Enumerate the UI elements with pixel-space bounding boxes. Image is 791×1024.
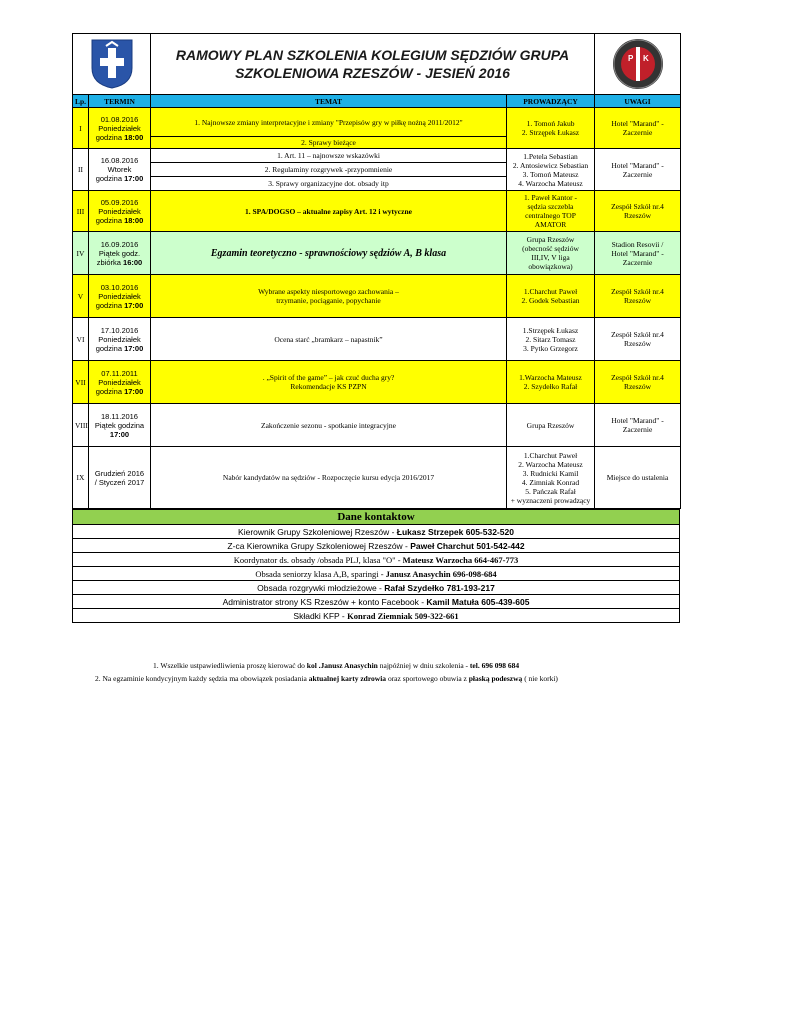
- rzeszow-coat-of-arms-icon: [88, 38, 136, 90]
- row-lp: IV: [73, 232, 89, 275]
- row-termin: 18.11.2016 Piątek godzina 17:00: [89, 404, 151, 447]
- row-topic: Ocena starć „bramkarz – napastnik”: [151, 318, 507, 361]
- row-lp: IX: [73, 447, 89, 509]
- row-topic: Egzamin teoretyczno - sprawnościowy sędziów A, B klasa: [151, 232, 507, 275]
- col-termin: TERMIN: [89, 95, 151, 108]
- page-title-line1: RAMOWY PLAN SZKOLENIA KOLEGIUM SĘDZIÓW GRUPA: [175, 47, 570, 63]
- row-notes: Hotel "Marand" - Zaczernie: [595, 108, 681, 149]
- training-plan-sheet: [72, 33, 680, 623]
- row-leaders: 1.Charchut Paweł 2. Warzocha Mateusz 3. Rudnicki Kamil 4. Zimniak Konrad 5. Pańczak Rafał + wyznaczeni prowadzący: [507, 447, 595, 509]
- row-topic: 1. SPA/DOGSO – aktualne zapisy Art. 12 i wytyczne: [151, 191, 507, 232]
- row-notes: Miejsce do ustalenia: [595, 447, 681, 509]
- row-lp: II: [73, 149, 89, 191]
- psk-emblem-icon: [613, 39, 663, 89]
- row-termin: 05.09.2016 Poniedziałek godzina 18:00: [89, 191, 151, 232]
- row-lp: VII: [73, 361, 89, 404]
- row-termin: 03.10.2016 Poniedziałek godzina 17:00: [89, 275, 151, 318]
- row-termin: 16.09.2016 Piątek godz. zbiórka 16:00: [89, 232, 151, 275]
- row-leaders: 1.Strzępek Łukasz 2. Sitarz Tomasz 3. Pytko Grzegorz: [507, 318, 595, 361]
- contacts-table: [72, 509, 680, 623]
- contact-row: Koordynator ds. obsady /obsada PLJ, klasa "O" - Mateusz Warzocha 664-467-773: [73, 553, 680, 567]
- header-row: [73, 34, 681, 95]
- contact-row: Składki KFP - Konrad Ziemniak 509-322-661: [73, 609, 680, 623]
- row-lp: I: [73, 108, 89, 149]
- table-row: [73, 318, 681, 361]
- row-notes: Zespół Szkół nr.4 Rzeszów: [595, 361, 681, 404]
- row-leaders: Grupa Rzeszów: [507, 404, 595, 447]
- left-logo-cell: [73, 34, 151, 95]
- row-notes: Hotel "Marand" - Zaczernie: [595, 404, 681, 447]
- row-topic: 1. Art. 11 – najnowsze wskazówki: [151, 149, 507, 163]
- row-notes: Zespół Szkół nr.4 Rzeszów: [595, 318, 681, 361]
- row-topic: . „Spirit of the game” – jak czuć ducha gry? Rekomendacje KS PZPN: [151, 361, 507, 404]
- row-termin: 16.08.2016 Wtorek godzina 17:00: [89, 149, 151, 191]
- contact-row: Z-ca Kierownika Grupy Szkoleniowej Rzeszów - Paweł Charchut 501-542-442: [73, 539, 680, 553]
- row-notes: Hotel "Marand" - Zaczernie: [595, 149, 681, 191]
- row-topic: Nabór kandydatów na sędziów - Rozpoczęcie kursu edycja 2016/2017: [151, 447, 507, 509]
- row-lp: VIII: [73, 404, 89, 447]
- contact-row: Kierownik Grupy Szkoleniowej Rzeszów - Łukasz Strzepek 605-532-520: [73, 525, 680, 539]
- row-leaders: 1. Tomoń Jakub 2. Strzępek Łukasz: [507, 108, 595, 149]
- table-row: [73, 232, 681, 275]
- table-row: [73, 404, 681, 447]
- row-lp: III: [73, 191, 89, 232]
- table-row: [73, 191, 681, 232]
- right-logo-cell: [595, 34, 681, 95]
- page-title-line2: SZKOLENIOWA RZESZÓW - JESIEŃ 2016: [235, 65, 510, 81]
- row-leaders: 1.Charchut Paweł 2. Godek Sebastian: [507, 275, 595, 318]
- table-row: [73, 447, 681, 509]
- row-leaders: Grupa Rzeszów (obecność sędziów III,IV, V liga obowiązkowa): [507, 232, 595, 275]
- contact-row: Obsada seniorzy klasa A,B, sparingi - Janusz Anasychin 696-098-684: [73, 567, 680, 581]
- row-lp: V: [73, 275, 89, 318]
- contacts-heading: Dane kontaktow: [73, 510, 680, 525]
- table-row: [73, 149, 681, 163]
- contact-row: Administrator strony KS Rzeszów + konto Facebook - Kamil Matuła 605-439-605: [73, 595, 680, 609]
- row-lp: VI: [73, 318, 89, 361]
- col-temat: TEMAT: [151, 95, 507, 108]
- contact-row: Obsada rozgrywki młodzieżowe - Rafał Szydełko 781-193-217: [73, 581, 680, 595]
- footnote-1: 1. Wszelkie ustpawiedliwienia proszę kierować do kol .Janusz Anasychin najpóźniej w dniu szkolenia - tel. 696 098 684: [153, 661, 520, 670]
- row-topic: 2. Regulaminy rozgrywek -przypomnienie: [151, 163, 507, 177]
- row-termin: 07.11.2011 Poniedziałek godzina 17:00: [89, 361, 151, 404]
- row-termin: 01.08.2016 Poniedziałek godzina 18:00: [89, 108, 151, 149]
- row-notes: Zespół Szkół nr.4 Rzeszów: [595, 191, 681, 232]
- plan-table: [72, 33, 681, 509]
- footnote-2: 2. Na egzaminie kondycyjnym każdy sędzia ma obowiązek posiadania aktualnej karty zdrowia oraz sportowego obuwia z płaską podeszwą ( nie korki): [95, 674, 558, 683]
- row-topic: 3. Sprawy organizacyjne dot. obsady itp: [151, 177, 507, 191]
- row-topic: Zakończenie sezonu - spotkanie integracyjne: [151, 404, 507, 447]
- row-topic: 2. Sprawy bieżące: [151, 137, 507, 149]
- row-leaders: 1.Warzocha Mateusz 2. Szydełko Rafał: [507, 361, 595, 404]
- row-topic: 1. Najnowsze zmiany interpretacyjne i zmiany "Przepisów gry w piłkę nożną 2011/2012": [151, 108, 507, 137]
- table-row: [73, 108, 681, 137]
- table-row: [73, 361, 681, 404]
- title-cell: [151, 34, 595, 95]
- col-prowadzacy: PROWADZĄCY: [507, 95, 595, 108]
- row-notes: Stadion Resovii / Hotel "Marand" - Zaczernie: [595, 232, 681, 275]
- row-topic: Wybrane aspekty niesportowego zachowania – trzymanie, pociąganie, popychanie: [151, 275, 507, 318]
- col-lp: Lp.: [73, 95, 89, 108]
- row-leaders: 1.Petela Sebastian 2. Antosiewicz Sebastian 3. Tomoń Mateusz 4. Warzocha Mateusz: [507, 149, 595, 191]
- row-notes: Zespół Szkół nr.4 Rzeszów: [595, 275, 681, 318]
- svg-text:K: K: [642, 54, 649, 63]
- svg-text:P: P: [627, 54, 633, 63]
- col-uwagi: UWAGI: [595, 95, 681, 108]
- column-header-row: [73, 95, 681, 108]
- row-termin: 17.10.2016 Poniedziałek godzina 17:00: [89, 318, 151, 361]
- table-row: [73, 275, 681, 318]
- row-termin: Grudzień 2016 / Styczeń 2017: [89, 447, 151, 509]
- row-leaders: 1. Paweł Kantor - sędzia szczebla centralnego TOP AMATOR: [507, 191, 595, 232]
